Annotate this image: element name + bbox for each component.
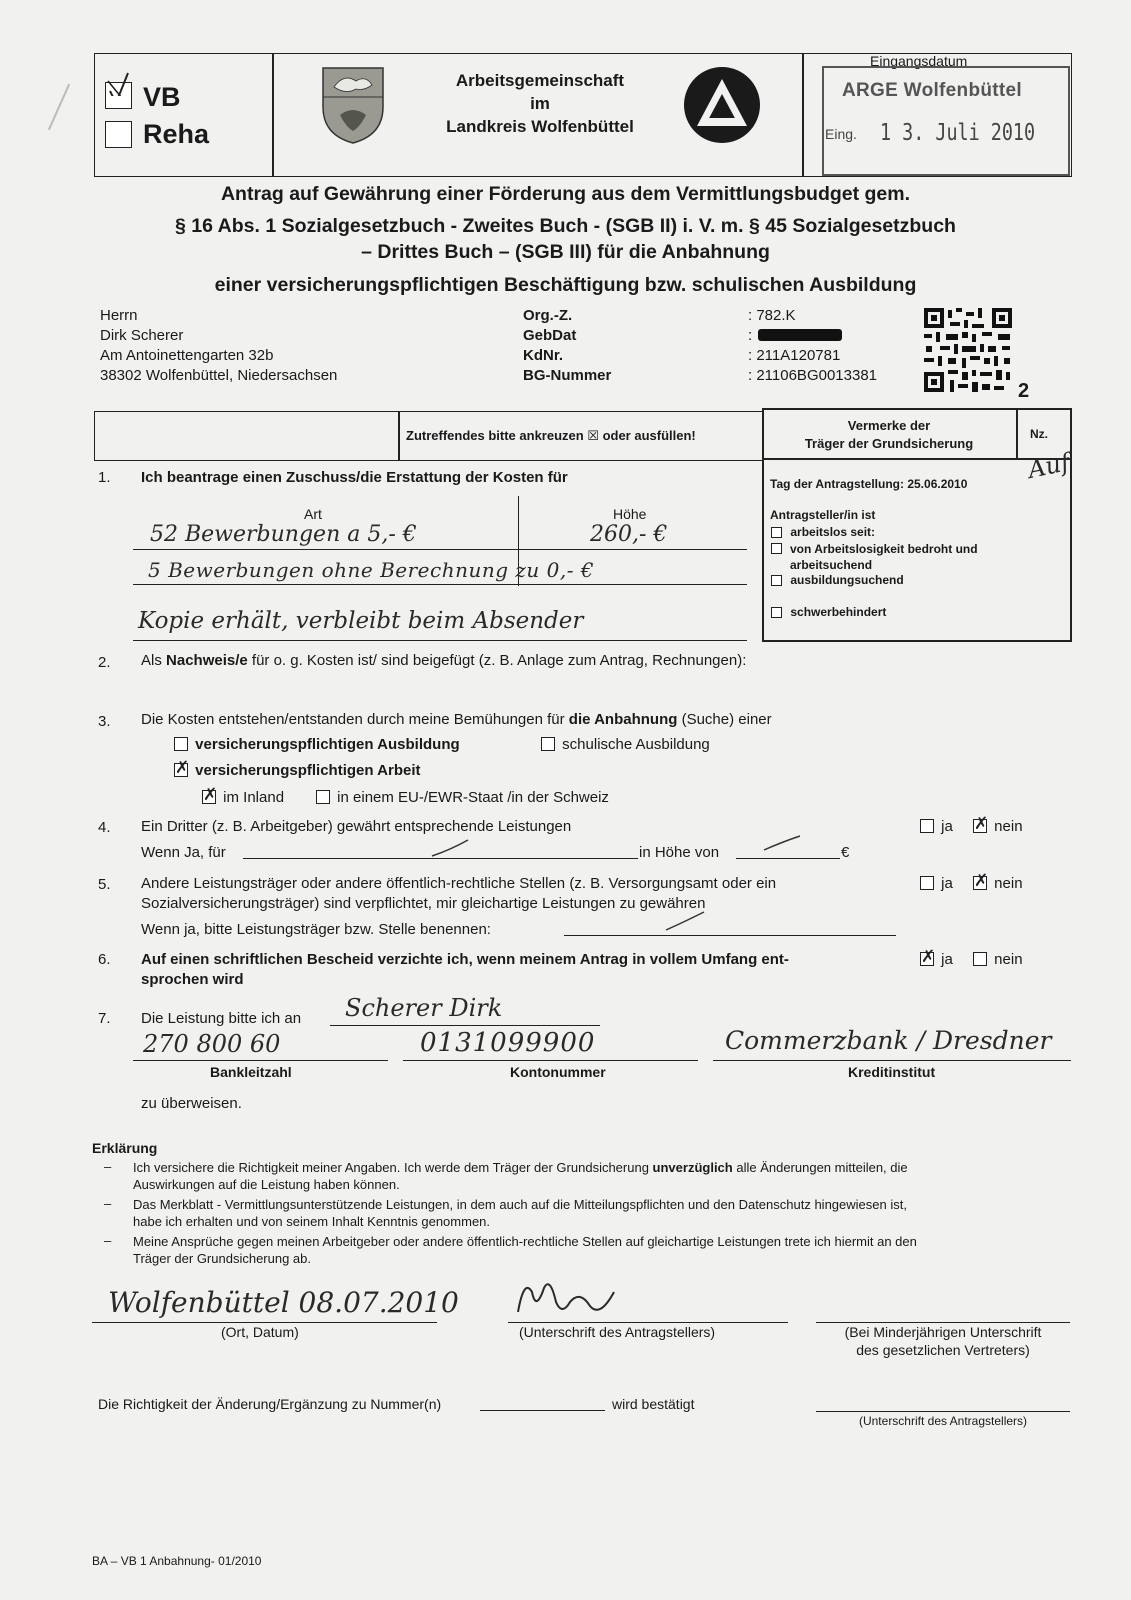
minor-label1: (Bei Minderjährigen Unterschrift [844, 1324, 1042, 1340]
header-divider-2 [802, 53, 804, 177]
instruction-divider [398, 411, 400, 461]
section2-pre: Als [141, 652, 167, 669]
bedroht-label: von Arbeitslosigkeit bedroht und arbeitsuchend [790, 542, 978, 572]
transfer-text: zu überweisen. [141, 1095, 242, 1112]
section6-ja [920, 951, 953, 968]
section4-text: Ein Dritter (z. B. Arbeitgeber) gewährt entsprechende Leistungen [141, 818, 572, 835]
vb-checkbox[interactable] [105, 82, 132, 109]
costs-row1-hoehe: 260,- € [590, 522, 668, 547]
section6-nein-checkbox[interactable] [973, 952, 987, 966]
section4-ja [920, 818, 953, 835]
kdnr-value: : 211A120781 [748, 347, 841, 364]
stamp-date: 1 3. Juli 2010 [880, 120, 1036, 146]
section3-num: 3. [98, 713, 111, 730]
unterschrift-label: (Unterschrift des Antragstellers) [519, 1324, 716, 1340]
section4-nein-label: nein [994, 818, 1023, 835]
bank-label: Kreditinstitut [848, 1064, 936, 1080]
title-line3: – Drittes Buch – (SGB III) für die Anbahnung [361, 241, 770, 263]
blz-line [133, 1060, 388, 1061]
payee-line [330, 1025, 600, 1026]
stamp-eing: Eing. [825, 126, 857, 142]
vermerke-date: Tag der Antragstellung: 25.06.2010 [770, 477, 968, 491]
arbeitslos-checkbox[interactable] [771, 527, 782, 538]
schwerbehindert-label: schwerbehindert [790, 605, 887, 619]
org-z-label: Org.-Z. [523, 307, 573, 324]
erklaerung-item3a: Meine Ansprüche gegen meinen Arbeitgeber oder andere öffentlich-rechtliche Stellen auf gleichartige Leistungen trete ich hiermit an den [133, 1234, 917, 1249]
opt-inland [202, 789, 284, 806]
vermerke-nz-divider [1016, 408, 1018, 458]
bank-value: Commerzbank / Dresdner [725, 1026, 1052, 1055]
erklaerung-item1d: Auswirkungen auf die Leistung haben können. [133, 1177, 400, 1192]
gebdat-label: GebDat [523, 327, 577, 344]
strike-mark-icon [664, 910, 706, 932]
address-salutation: Herrn [100, 307, 138, 324]
section5-ja-label: ja [941, 875, 953, 892]
schulisch-label: schulische Ausbildung [562, 736, 710, 753]
erklaerung-item3b: Träger der Grundsicherung ab. [133, 1251, 312, 1266]
arbeitslos-label: arbeitslos seit: [790, 525, 876, 539]
section4-hoehe: in Höhe von [639, 844, 720, 861]
col-hoehe-header: Höhe [613, 506, 647, 522]
section1-num: 1. [98, 469, 111, 486]
costs-row2: 5 Bewerbungen ohne Berechnung zu 0,- € [148, 558, 595, 582]
reha-checkbox[interactable] [105, 121, 132, 148]
section2-num: 2. [98, 654, 111, 671]
header-divider-1 [272, 53, 274, 177]
org-line2: im [530, 94, 550, 113]
section7-text: Die Leistung bitte ich an [141, 1010, 302, 1027]
confirm-pre: Die Richtigkeit der Änderung/Ergänzung zu Nummer(n) [98, 1396, 442, 1412]
stamp-org: ARGE Wolfenbüttel [842, 80, 1022, 101]
section6-ja-label: ja [941, 951, 953, 968]
section4-hoehe-line [736, 858, 840, 859]
ausbildungsuchend-label: ausbildungsuchend [790, 573, 904, 587]
vermerke-opt4 [771, 605, 886, 619]
erklaerung-item2b: habe ich erhalten und von seinem Inhalt Kenntnis genommen. [133, 1214, 491, 1229]
section6-text2: sprochen wird [141, 971, 244, 988]
section4-nein [973, 818, 1023, 835]
ort-datum-line [92, 1322, 437, 1323]
arbeit-checkbox[interactable] [174, 763, 188, 777]
erklaerung-dash3: – [104, 1233, 112, 1248]
section5-nein [973, 875, 1023, 892]
section4-nein-checkbox[interactable] [973, 819, 987, 833]
section5-num: 5. [98, 876, 111, 893]
erklaerung-item1 [133, 1159, 1073, 1193]
address-street: Am Antoinettengarten 32b [100, 347, 274, 364]
ort-datum-label: (Ort, Datum) [221, 1324, 299, 1340]
erklaerung-item1b: unverzüglich [652, 1160, 733, 1175]
section6-num: 6. [98, 951, 111, 968]
section1-text: Ich beantrage einen Zuschuss/die Erstattung der Kosten für [141, 469, 568, 486]
section4-ja-checkbox[interactable] [920, 819, 934, 833]
vermerke-title1: Vermerke der [847, 418, 931, 433]
reha-label: Reha [143, 119, 210, 149]
agency-logo-icon [683, 66, 761, 144]
strike-mark-icon [430, 838, 470, 858]
costs-row3-line [133, 640, 747, 641]
org-z-value: : 782.K [748, 307, 796, 324]
qr-code-icon [922, 306, 1014, 394]
schwerbehindert-checkbox[interactable] [771, 607, 782, 618]
section4-wenn: Wenn Ja, für [141, 844, 226, 861]
ausbildung-label: versicherungspflichtigen Ausbildung [195, 736, 460, 753]
section3-bold: die Anbahnung [568, 711, 678, 728]
gebdat-redaction [758, 329, 842, 341]
section6-nein [973, 951, 1023, 968]
erklaerung-item2a: Das Merkblatt - Vermittlungsunterstützende Leistungen, in dem auch auf die Mitteilungspflichten und den Datenschutz hingewiesen ist, [133, 1197, 907, 1212]
blz-value: 270 800 60 [143, 1030, 281, 1058]
section2-bold: Nachweis/e [166, 652, 248, 669]
vermerke-nz: Nz. [1030, 427, 1048, 441]
erklaerung-title: Erklärung [92, 1140, 158, 1156]
vermerke-opt1 [771, 525, 875, 539]
confirm-number-line [480, 1410, 605, 1411]
eu-label: in einem EU-/EWR-Staat /in der Schweiz [337, 789, 609, 806]
section4-num: 4. [98, 819, 111, 836]
title-line2: § 16 Abs. 1 Sozialgesetzbuch - Zweites Buch - (SGB II) i. V. m. § 45 Sozialgesetzbuch [175, 215, 956, 237]
konto-value: 0131099900 [420, 1028, 596, 1058]
minor-label2: des gesetzlichen Vertreters) [856, 1342, 1030, 1358]
confirm-signature-line [816, 1411, 1070, 1412]
eu-checkbox[interactable] [316, 790, 330, 804]
unterschrift-line [508, 1322, 788, 1323]
coat-of-arms-icon [320, 65, 386, 145]
ausbildungsuchend-checkbox[interactable] [771, 575, 782, 586]
address-city: 38302 Wolfenbüttel, Niedersachsen [100, 367, 338, 384]
costs-row1-art: 52 Bewerbungen a 5,- € [150, 522, 417, 547]
opt-schulisch [541, 736, 710, 753]
section5-ja [920, 875, 953, 892]
section3-text [141, 711, 772, 728]
confirm-post: wird bestätigt [612, 1396, 695, 1412]
bg-label: BG-Nummer [523, 367, 612, 384]
ausbildung-checkbox[interactable] [174, 737, 188, 751]
erklaerung-item3 [133, 1233, 1073, 1267]
signature-scribble [510, 1272, 630, 1324]
section7-num: 7. [98, 1010, 111, 1027]
org-line1: Arbeitsgemeinschaft [455, 71, 625, 90]
check-mark-icon [104, 69, 131, 96]
gebdat-value: : [748, 327, 753, 344]
payee-name: Scherer Dirk [345, 994, 503, 1022]
erklaerung-dash1: – [104, 1159, 112, 1174]
section3-post: (Suche) einer [677, 711, 772, 728]
section4-euro: € [841, 844, 850, 861]
section2-post: für o. g. Kosten ist/ sind beigefügt (z. B. Anlage zum Antrag, Rechnungen): [247, 652, 747, 669]
section5-text2: Sozialversicherungsträger) sind verpflichtet, mir gleichartige Leistungen zu gewähren [141, 895, 706, 912]
form-footer: BA – VB 1 Anbahnung- 01/2010 [92, 1554, 262, 1568]
opt-ausbildung [174, 736, 460, 753]
minor-signature-line [816, 1322, 1070, 1323]
address-name: Dirk Scherer [100, 327, 184, 344]
section3-pre: Die Kosten entstehen/entstanden durch meine Bemühungen für [141, 711, 569, 728]
vermerke-opt3 [771, 573, 904, 587]
erklaerung-dash2: – [104, 1196, 112, 1211]
section2-text [141, 652, 746, 669]
title-line4: einer versicherungspflichtigen Beschäftigung bzw. schulischen Ausbildung [214, 274, 917, 296]
section4-ja-label: ja [941, 818, 953, 835]
costs-row1-line [133, 549, 747, 550]
section4-fuer-line [243, 858, 638, 859]
schulisch-checkbox[interactable] [541, 737, 555, 751]
erklaerung-item1a: Ich versichere die Richtigkeit meiner Angaben. Ich werde dem Träger der Grundsicherung [133, 1160, 653, 1175]
org-line3: Landkreis Wolfenbüttel [446, 117, 634, 136]
section6-text1: Auf einen schriftlichen Bescheid verzichte ich, wenn meinem Antrag in vollem Umfang ent- [141, 951, 789, 968]
vermerke-opt2 [771, 541, 1021, 573]
bank-line [713, 1060, 1071, 1061]
arbeit-label: versicherungspflichtigen Arbeit [195, 762, 421, 779]
staple-mark [48, 84, 70, 130]
inland-label: im Inland [223, 789, 285, 806]
eingangsdatum-label: Eingangsdatum [870, 53, 968, 69]
instruction-text: Zutreffendes bitte ankreuzen ☒ oder ausfüllen! [406, 428, 696, 443]
unterschrift2-label: (Unterschrift des Antragstellers) [858, 1414, 1028, 1428]
erklaerung-item2 [133, 1196, 1073, 1230]
section5-text3: Wenn ja, bitte Leistungsträger bzw. Stelle benennen: [141, 921, 491, 938]
opt-eu [316, 789, 609, 806]
inland-checkbox[interactable] [202, 790, 216, 804]
vermerke-title2: Träger der Grundsicherung [804, 436, 974, 451]
blz-label: Bankleitzahl [210, 1064, 292, 1080]
col-art-header: Art [304, 506, 322, 522]
section5-text1: Andere Leistungsträger oder andere öffentlich-rechtliche Stellen (z. B. Versorgungsamt oder ein [141, 875, 777, 892]
section5-nein-label: nein [994, 875, 1023, 892]
vb-label: VB [143, 82, 181, 112]
section5-ja-checkbox[interactable] [920, 876, 934, 890]
section5-stelle-line [564, 935, 896, 936]
costs-row2-line [133, 584, 747, 585]
opt-arbeit [174, 762, 421, 779]
title-line1: Antrag auf Gewährung einer Förderung aus dem Vermittlungsbudget gem. [220, 183, 911, 205]
erklaerung-item1c: alle Änderungen mitteilen, die [732, 1160, 908, 1175]
page-number: 2 [1018, 380, 1030, 402]
konto-label: Kontonummer [510, 1064, 606, 1080]
place-date-value: Wolfenbüttel 08.07.2010 [108, 1286, 459, 1319]
bedroht-checkbox[interactable] [771, 543, 782, 554]
section6-ja-checkbox[interactable] [920, 952, 934, 966]
vermerke-antragsteller: Antragsteller/in ist [770, 508, 876, 522]
strike-mark-icon [762, 834, 802, 854]
bg-value: : 21106BG0013381 [748, 367, 878, 384]
costs-row3: Kopie erhält, verbleibt beim Absender [138, 608, 584, 634]
konto-line [403, 1060, 698, 1061]
kdnr-label: KdNr. [523, 347, 564, 364]
section5-nein-checkbox[interactable] [973, 876, 987, 890]
section6-nein-label: nein [994, 951, 1023, 968]
vermerke-initials: Auf [1025, 447, 1073, 485]
